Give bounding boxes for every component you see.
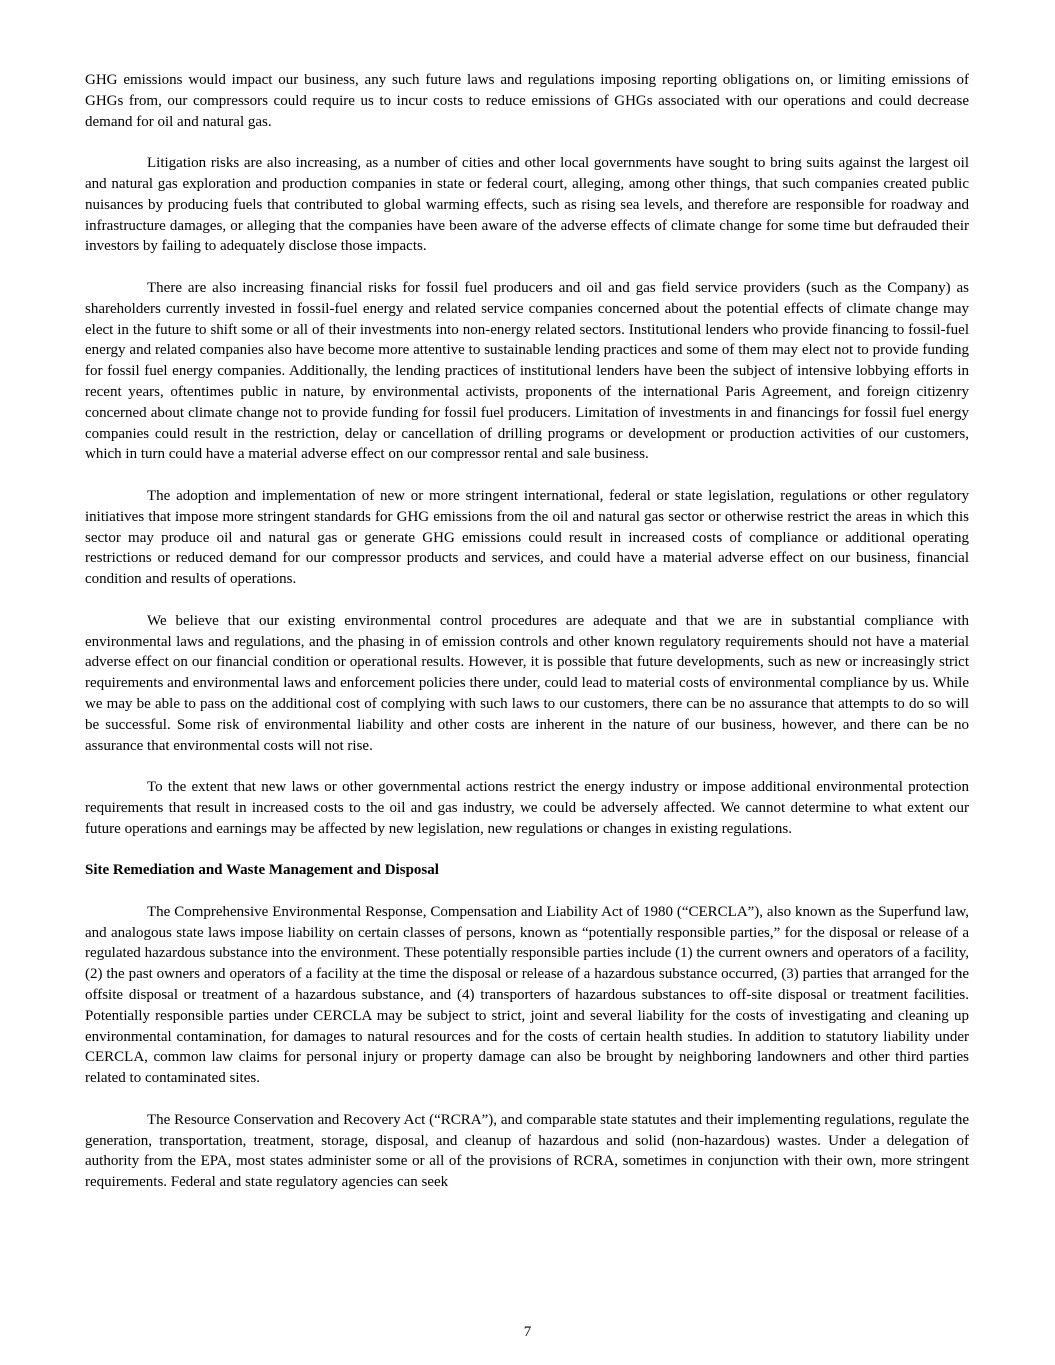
paragraph-rcra: The Resource Conservation and Recovery Act (“RCRA”), and comparable state statutes and their implementing regulations, regulate the generation, transportation, treatment, storage, disposal, and cleanup of hazardous and solid (non-hazardous) wastes. Under a delegation of authority from the EPA, most states administer some or all of the provisions of RCRA, sometimes in conjunction with their own, more stringent requirements. Federal and state regulatory agencies can seek xyxy=(85,1111,969,1191)
paragraph-financial-risks: There are also increasing financial risks for fossil fuel producers and oil and gas field service providers (such as the Company) as shareholders currently invested in fossil-fuel energy and related service companies concerned about the potential effects of climate change may elect in the future to shift some or all of their investments into non-energy related sectors. Institutional lenders who provide financing to fossil-fuel energy and related companies also have become more attentive to sustainable lending practices and some of them may elect not to provide funding for fossil fuel energy companies. Additionally, the lending practices of institutional lenders have been the subject of intensive lobbying efforts in recent years, oftentimes public in nature, by environmental activists, proponents of the international Paris Agreement, and foreign citizenry concerned about climate change not to provide funding for fossil fuel producers. Limitation of investments in and financings for fossil fuel energy companies could result in the restriction, delay or cancellation of drilling programs or development or production activities of our customers, which in turn could have a material adverse effect on our compressor rental and sale business. xyxy=(85,279,969,463)
paragraph-cercla: The Comprehensive Environmental Response, Compensation and Liability Act of 1980 (“CERCLA”), also known as the Superfund law, and analogous state laws impose liability on certain classes of persons, known as “potentially responsible parties,” for the disposal or release of a regulated hazardous substance into the environment. These potentially responsible parties include (1) the current owners and operators of a facility, (2) the past owners and operators of a facility at the time the disposal or release of a hazardous substance occurred, (3) parties that arranged for the offsite disposal or treatment of a hazardous substance, and (4) transporters of hazardous substances to off-site disposal or treatment facilities. Potentially responsible parties under CERCLA may be subject to strict, joint and several liability for the costs of investigating and cleaning up environmental contamination, for damages to natural resources and for the costs of certain health studies. In addition to statutory liability under CERCLA, common law claims for personal injury or property damage can also be brought by neighboring landowners and other third parties related to contaminated sites. xyxy=(85,903,969,1087)
paragraph-governmental-actions: To the extent that new laws or other governmental actions restrict the energy industry or impose additional environmental protection requirements that result in increased costs to the oil and gas industry, we could be adversely affected. We cannot determine to what extent our future operations and earnings may be affected by new legislation, new regulations or changes in existing regulations. xyxy=(85,779,969,837)
paragraph-regulatory-initiatives: The adoption and implementation of new or more stringent international, federal or state legislation, regulations or other regulatory initiatives that impose more stringent standards for GHG emissions from the oil and natural gas sector or otherwise restrict the areas in which this sector may produce oil and natural gas or generate GHG emissions could result in increased costs of compliance or additional operating restrictions or reduced demand for our compressor products and services, and could have a material adverse effect on our business, financial condition and results of operations. xyxy=(85,487,969,588)
section-heading: Site Remediation and Waste Management and Disposal xyxy=(85,862,439,879)
paragraph-environmental-compliance: We believe that our existing environmental control procedures are adequate and that we are in substantial compliance with environmental laws and regulations, and the phasing in of emission controls and other known regulatory requirements should not have a material adverse effect on our financial condition or operational results. However, it is possible that future developments, such as new or increasingly strict requirements and environmental laws and enforcement policies there under, could lead to material costs of environmental compliance by us. While we may be able to pass on the additional cost of complying with such laws to our customers, there can be no assurance that attempts to do so will be successful. Some risk of environmental liability and other costs are inherent in the nature of our business, however, and there can be no assurance that environmental costs will not rise. xyxy=(85,612,969,754)
page-number: 7 xyxy=(523,1324,532,1340)
document-body xyxy=(85,70,969,1214)
paragraph-ghg-emissions-continued: GHG emissions would impact our business, any such future laws and regulations imposing reporting obligations on, or limiting emissions of GHGs from, our compressors could require us to incur costs to reduce emissions of GHGs associated with our operations and could decrease demand for oil and natural gas. xyxy=(85,72,969,130)
paragraph-litigation-risks: Litigation risks are also increasing, as a number of cities and other local governments have sought to bring suits against the largest oil and natural gas exploration and production companies in state or federal court, alleging, among other things, that such companies created public nuisances by producing fuels that contributed to global warming effects, such as rising sea levels, and therefore are responsible for roadway and infrastructure damages, or alleging that the companies have been aware of the adverse effects of climate change for some time but defrauded their investors by failing to adequately disclose those impacts. xyxy=(85,155,969,255)
